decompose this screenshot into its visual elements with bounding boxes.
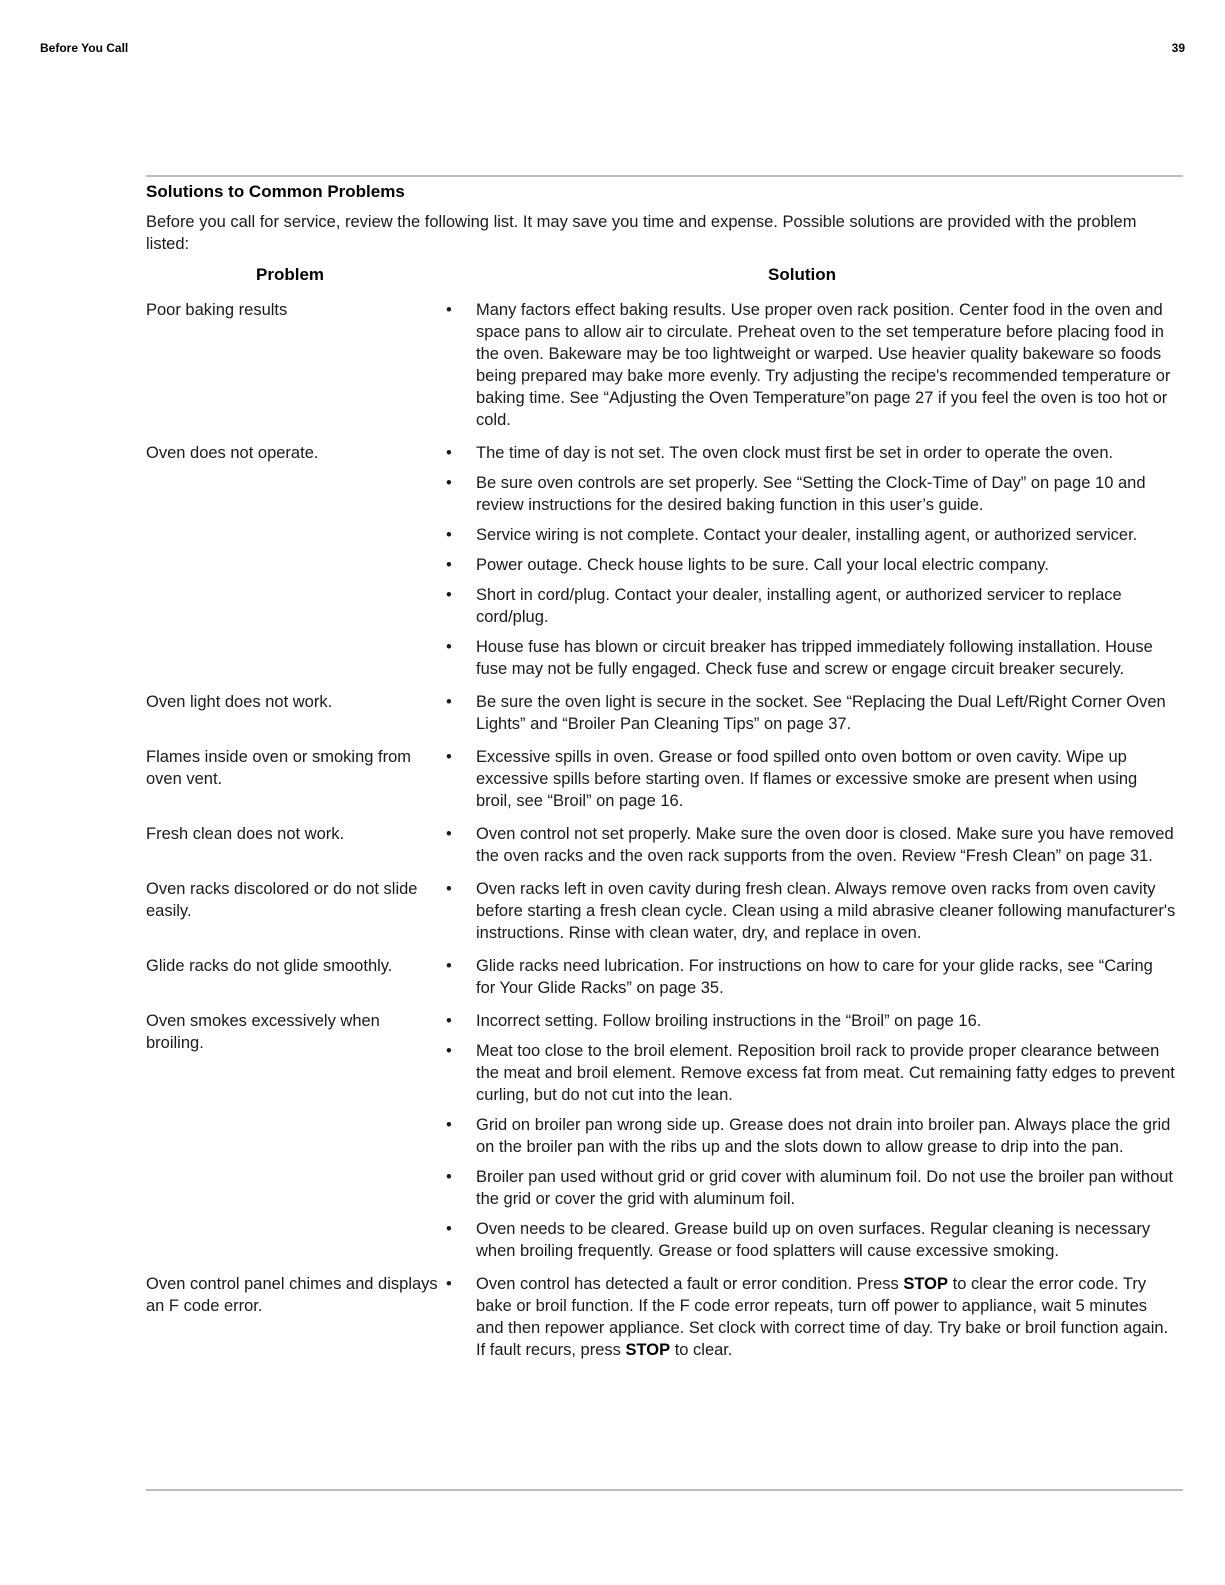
bullet-icon: • [446,1116,452,1134]
solution-text [476,1273,1176,1361]
solution-item [442,691,1176,735]
solution-list [442,691,1176,735]
solution-item [442,524,1176,546]
bullet-icon: • [446,880,452,898]
solution-text: Short in cord/plug. Contact your dealer, installing agent, or authorized servicer to replace cord/plug. [476,586,1122,626]
problem-row [146,878,1176,944]
solution-text: Grid on broiler pan wrong side up. Grease does not drain into broiler pan. Always place the grid on the broiler pan with the ribs up and the slots down to allow grease to drip into the pan. [476,1116,1171,1156]
solution-item [442,1040,1176,1106]
section-title: Solutions to Common Problems [146,182,405,201]
solution-column-header: Solution [768,265,836,284]
column-headers [146,265,1176,287]
solution-text: Many factors effect baking results. Use proper oven rack position. Center food in the oven and space pans to allow air to circulate. Preheat oven to the set temperature before placing food in the oven. Bakeware may be too lightweight or warped. Use heavier quality bakeware so foods being prepared may bake more evenly. Try adjusting the recipe's recommended temperature or baking time. See “Adjusting the Oven Temperature”on page 27 if you feel the oven is too hot or cold. [476,301,1171,429]
problem-text: Fresh clean does not work. [146,825,345,843]
solution-list [442,299,1176,431]
solution-list [442,746,1176,812]
solution-item [442,584,1176,628]
bullet-icon: • [446,1220,452,1238]
solution-text: Be sure the oven light is secure in the socket. See “Replacing the Dual Left/Right Corner Oven Lights” and “Broiler Pan Cleaning Tips” on page 37. [476,693,1166,733]
solution-item [442,878,1176,944]
problem-row [146,299,1176,431]
bullet-icon: • [446,748,452,766]
solution-list [442,442,1176,680]
solution-text-part: to clear the error code. Try bake or broil function. If the F code error repeats, turn off power to appliance, wait 5 minutes and then repower appliance. Set clock with correct time of day. Try bake or broil function again. If fault recurs, press [476,1275,1169,1359]
bullet-icon: • [446,301,452,319]
bullet-icon: • [446,1168,452,1186]
problem-text: Oven does not operate. [146,444,319,462]
problem-row [146,1273,1176,1361]
solution-item [442,1218,1176,1262]
solution-item [442,299,1176,431]
solution-text-part: to clear. [670,1341,733,1359]
bottom-rule [146,1489,1183,1491]
intro-paragraph: Before you call for service, review the following list. It may save you time and expense. Possible solutions are provided with the problem listed: [146,213,1137,253]
bullet-icon: • [446,957,452,975]
running-head-title: Before You Call [40,41,129,55]
problem-text: Flames inside oven or smoking from oven vent. [146,748,412,788]
bullet-icon: • [446,693,452,711]
solution-item [442,636,1176,680]
bullet-icon: • [446,1275,452,1293]
problem-text: Oven control panel chimes and displays an F code error. [146,1275,438,1315]
bullet-icon: • [446,638,452,656]
bullet-icon: • [446,1012,452,1030]
solution-text: Glide racks need lubrication. For instructions on how to care for your glide racks, see “Caring for Your Glide Racks” on page 35. [476,957,1153,997]
solution-text: Be sure oven controls are set properly. See “Setting the Clock-Time of Day” on page 10 and review instructions for the desired baking function in this user’s guide. [476,474,1146,514]
problem-text: Oven racks discolored or do not slide easily. [146,880,418,920]
solution-item [442,955,1176,999]
solution-item [442,746,1176,812]
solution-list [442,955,1176,999]
solution-list [442,1010,1176,1262]
solution-item [442,1273,1176,1361]
solution-list [442,823,1176,867]
solution-text: Oven control not set properly. Make sure the oven door is closed. Make sure you have removed the oven racks and the oven rack supports from the oven. Review “Fresh Clean” on page 31. [476,825,1174,865]
stop-key-label: STOP [625,1341,671,1359]
problem-column-header: Problem [256,265,325,284]
solution-text: The time of day is not set. The oven clock must first be set in order to operate the oven. [476,444,1114,462]
solution-item [442,1010,1176,1032]
solution-item [442,823,1176,867]
bullet-icon: • [446,825,452,843]
solution-text: Excessive spills in oven. Grease or food spilled onto oven bottom or oven cavity. Wipe up excessive spills before starting oven. If flames or excessive smoke are present when using broil, see “Broil” on page 16. [476,748,1138,810]
solution-item [442,472,1176,516]
solution-text: Service wiring is not complete. Contact your dealer, installing agent, or authorized servicer. [476,526,1138,544]
bullet-icon: • [446,556,452,574]
main-content [146,181,1176,1372]
solution-text: Broiler pan used without grid or grid cover with aluminum foil. Do not use the broiler pan without the grid or cover the grid with aluminum foil. [476,1168,1174,1208]
problem-row [146,1010,1176,1262]
top-rule [146,175,1183,177]
solution-text: House fuse has blown or circuit breaker has tripped immediately following installation. House fuse may not be fully engaged. Check fuse and screw or engage circuit breaker securely. [476,638,1153,678]
stop-key-label: STOP [903,1275,949,1293]
solution-text: Meat too close to the broil element. Reposition broil rack to provide proper clearance between the meat and broil element. Remove excess fat from meat. Cut remaining fatty edges to prevent curling, but do not cut into the lean. [476,1042,1175,1104]
solution-text-part: Oven control has detected a fault or error condition. Press [476,1275,904,1293]
troubleshooting-table [146,299,1176,1361]
problem-row [146,442,1176,680]
solution-text: Power outage. Check house lights to be sure. Call your local electric company. [476,556,1049,574]
solution-item [442,1166,1176,1210]
solution-list [442,1273,1176,1361]
problem-row [146,691,1176,735]
bullet-icon: • [446,474,452,492]
bullet-icon: • [446,586,452,604]
bullet-icon: • [446,526,452,544]
solution-list [442,878,1176,944]
solution-text: Incorrect setting. Follow broiling instructions in the “Broil” on page 16. [476,1012,982,1030]
problem-text: Glide racks do not glide smoothly. [146,957,393,975]
bullet-icon: • [446,1042,452,1060]
solution-item [442,442,1176,464]
problem-row [146,746,1176,812]
problem-row [146,955,1176,999]
bullet-icon: • [446,444,452,462]
problem-text: Oven light does not work. [146,693,333,711]
solution-item [442,1114,1176,1158]
problem-text: Oven smokes excessively when broiling. [146,1012,380,1052]
solution-item [442,554,1176,576]
running-head [40,41,1185,55]
solution-text: Oven racks left in oven cavity during fresh clean. Always remove oven racks from oven cavity before starting a fresh clean cycle. Clean using a mild abrasive cleaner following manufacturer's instructions. Rinse with clean water, dry, and replace in oven. [476,880,1176,942]
problem-text: Poor baking results [146,301,288,319]
problem-row [146,823,1176,867]
solution-text: Oven needs to be cleared. Grease build up on oven surfaces. Regular cleaning is necessary when broiling frequently. Grease or food splatters will cause excessive smoking. [476,1220,1151,1260]
page-number: 39 [1171,41,1185,55]
